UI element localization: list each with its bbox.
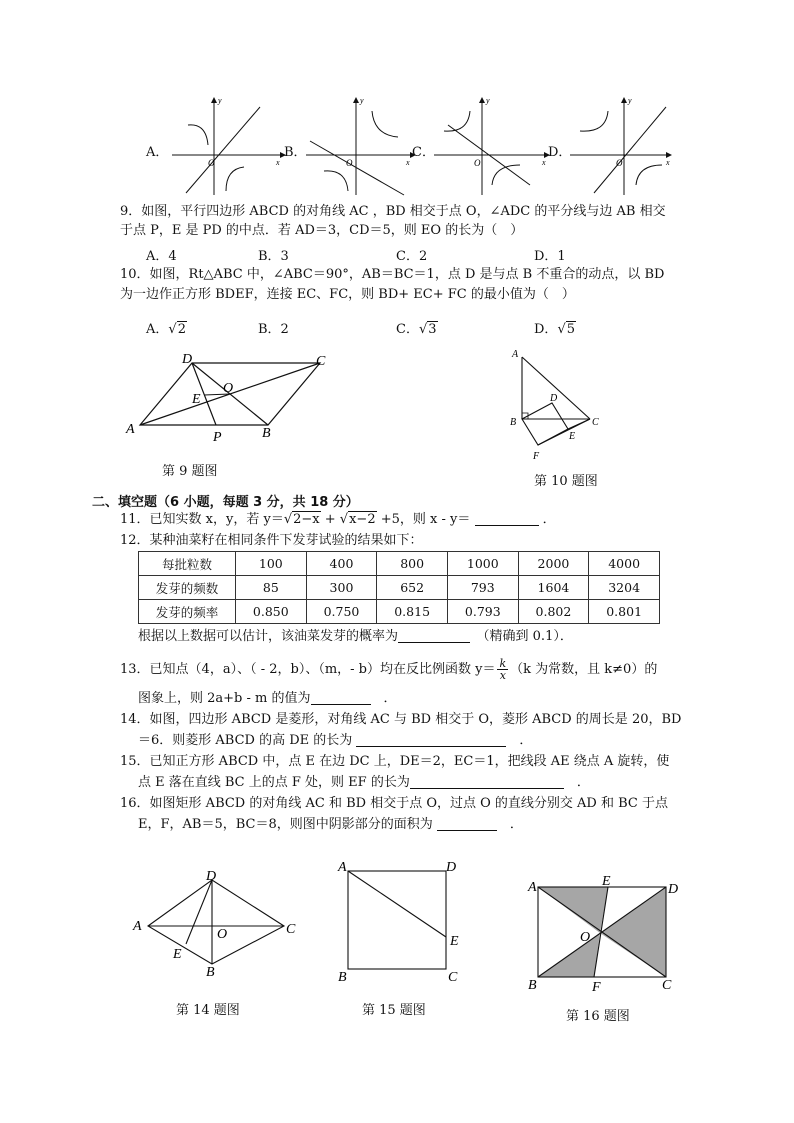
svg-text:C: C [448,970,458,985]
svg-text:O: O [346,158,353,168]
q16-answer-blank[interactable] [437,816,497,831]
figure-15-caption: 第 15 题图 [362,1003,426,1018]
q8-graph-d [566,95,686,197]
figure-14 [130,868,310,980]
svg-text:P: P [213,430,222,445]
q13-answer-blank[interactable] [311,690,371,705]
svg-text:E: E [602,874,611,889]
svg-text:B: B [262,426,271,441]
q8-option-a-label: A． [146,145,169,160]
q8-graph-c [430,95,550,197]
q14-answer-blank[interactable] [356,732,506,747]
figure-14-caption: 第 14 题图 [176,1003,240,1018]
svg-text:C: C [316,354,326,369]
svg-text:x: x [542,158,546,167]
q8-option-c-label: C． [412,145,435,160]
q12-line-2: 根据以上数据可以估计，该油菜发芽的概率为 （精确到 0.1）． [138,629,573,644]
q9-line-1: 9．如图，平行四边形 ABCD 的对角线 AC ，BD 相交于点 O，∠ADC 的平分线与边 AB 相交 [120,204,666,219]
q9-line-2: 于点 P，E 是 PD 的中点．若 AD＝3，CD＝5，则 EO 的长为（ ） [120,223,524,238]
svg-text:B: B [528,978,537,993]
svg-text:x: x [276,158,280,167]
svg-text:y: y [218,96,222,105]
svg-text:E: E [173,947,182,962]
svg-text:O: O [223,381,234,396]
q11-answer-blank[interactable] [475,511,539,526]
q10-line-2: 为一边作正方形 BDEF，连接 EC、FC，则 BD+ EC+ FC 的最小值为（ ） [120,287,575,302]
svg-text:C: C [286,922,296,937]
svg-text:D: D [446,860,457,875]
svg-text:A: A [126,422,135,437]
q16-line-2: E，F，AB＝5，BC＝8，则图中阴影部分的面积为 ． [138,817,523,832]
svg-text:x: x [666,158,670,167]
svg-text:E: E [192,392,201,407]
svg-text:A: A [338,860,347,875]
svg-text:F: F [533,451,540,462]
svg-text:B: B [338,970,347,985]
svg-text:y: y [360,96,364,105]
axis-origin: O [208,158,215,168]
section-2-heading: 二、填空题（6 小题，每题 3 分，共 18 分） [92,495,359,510]
svg-text:O: O [580,930,591,945]
q15-line-1: 15．已知正方形 ABCD 中，点 E 在边 DC 上，DE＝2，EC＝1，把线段 AE 绕点 A 旋转，使 [120,754,670,769]
figure-9-caption: 第 9 题图 [162,464,218,479]
svg-text:E: E [450,934,459,949]
svg-text:x: x [406,158,410,167]
svg-text:C: C [662,978,672,993]
figure-16-caption: 第 16 题图 [566,1009,630,1024]
table-row: 每批粒数 100 400 800 1000 2000 4000 [139,552,660,576]
svg-text:B: B [206,965,215,980]
figure-9 [120,345,340,445]
q8-graph-a [168,95,288,197]
svg-text:D: D [206,869,217,884]
svg-text:F: F [592,980,601,995]
svg-text:O: O [474,158,481,168]
svg-text:A: A [512,349,519,360]
q13-line-2: 图象上，则 2a+b - m 的值为 ． [138,691,397,706]
q8-option-d-label: D． [548,145,572,160]
svg-text:O: O [616,158,623,168]
svg-text:E: E [569,431,576,442]
q12-line-1: 12．某种油菜籽在相同条件下发芽试验的结果如下： [120,533,423,548]
svg-text:D: D [182,352,193,367]
q12-answer-blank[interactable] [398,628,470,643]
q9-option-b: B．3 [258,249,289,264]
q12-table [138,551,660,624]
q10-option-b: B．2 [258,322,289,337]
svg-text:C: C [592,417,599,428]
q13-line-1: 13．已知点（4，a）、（ - 2，b）、（m，- b）均在反比例函数 y＝ $\frac{k}{x}$ （k 为常数，且 k≠0）的 [120,657,658,682]
svg-text:B: B [510,417,517,428]
q10-option-a: A．√2 [146,322,186,337]
svg-text:D: D [550,393,558,404]
q15-answer-blank[interactable] [410,774,564,789]
q9-option-c: C．2 [396,249,428,264]
figure-15 [334,855,474,985]
q14-line-2: ＝6．则菱形 ABCD 的高 DE 的长为 ． [138,733,533,748]
svg-text:y: y [486,96,490,105]
q15-line-2: 点 E 落在直线 BC 上的点 F 处，则 EF 的长为 ． [138,775,590,790]
q8-graph-b [302,95,422,197]
q11-line: 11．已知实数 x，y，若 y＝√2−x + √x−2 +5，则 x - y＝ ． [120,512,556,527]
q14-line-1: 14．如图，四边形 ABCD 是菱形，对角线 AC 与 BD 相交于 O，菱形 ABCD 的周长是 20，BD [120,712,682,727]
svg-text:A: A [133,919,142,934]
figure-10-caption: 第 10 题图 [534,474,598,489]
svg-text:A: A [528,880,537,895]
table-row: 发芽的频率 0.850 0.750 0.815 0.793 0.802 0.801 [139,600,660,624]
q9-option-d: D．1 [534,249,566,264]
figure-16 [522,873,688,993]
svg-text:O: O [217,927,228,942]
q9-option-a: A．4 [146,249,177,264]
svg-text:y: y [628,96,632,105]
table-row: 发芽的频数 85 300 652 793 1604 3204 [139,576,660,600]
q8-option-b-label: B． [284,145,307,160]
q16-line-1: 16．如图矩形 ABCD 的对角线 AC 和 BD 相交于点 O，过点 O 的直线分别交 AD 和 BC 于点 [120,796,668,811]
q10-option-c: C．√3 [396,322,437,337]
svg-text:D: D [668,882,679,897]
q10-line-1: 10．如图，Rt△ABC 中，∠ABC＝90°，AB＝BC＝1，点 D 是与点 B 不重合的动点，以 BD [120,267,665,282]
q10-option-d: D．√5 [534,322,576,337]
figure-10 [506,345,616,465]
